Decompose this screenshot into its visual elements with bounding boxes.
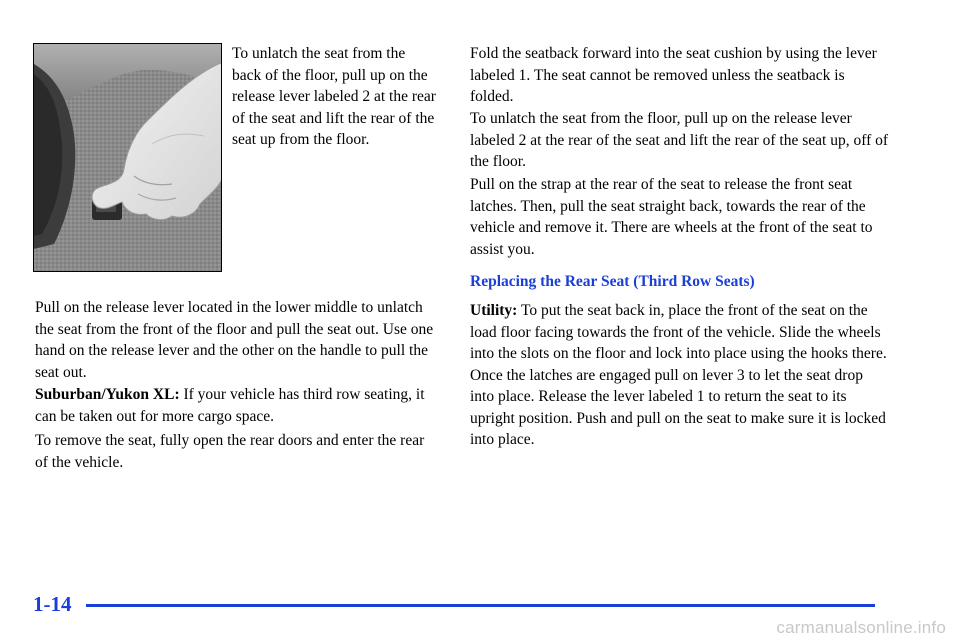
hand-on-lever-illustration bbox=[34, 44, 222, 272]
right-paragraph-4 bbox=[470, 300, 890, 451]
right-paragraph-2: To unlatch the seat from the floor, pull up on the release lever labeled 2 at the rear of the seat and lift the rear of the seat up, off of the floor. bbox=[470, 110, 889, 170]
left-paragraph-3: To remove the seat, fully open the rear doors and enter the rear of the vehicle. bbox=[35, 432, 425, 471]
right-paragraph-1: Fold the seatback forward into the seat cushion by using the lever labeled 1. The seat cannot be removed unless the seatback is folded. bbox=[470, 45, 877, 105]
footer-rule bbox=[86, 604, 875, 607]
utility-lead-label: Utility: bbox=[470, 302, 518, 319]
page-number: 1-14 bbox=[33, 592, 72, 616]
section-heading: Replacing the Rear Seat (Third Row Seats) bbox=[470, 273, 755, 290]
utility-text: To put the seat back in, place the front of the seat on the load floor facing towards the front of the vehicle. Slide the wheels into the slots on the floor and lock into place using the hooks there. Once the latches are engaged pull on lever 3 to let the seat drop into place. Release the lever labeled 1 to return the seat to its upright position. Push and pull on the seat to make sure it is locked into place. bbox=[470, 302, 887, 448]
seat-release-photo bbox=[33, 43, 222, 272]
left-paragraph-2 bbox=[35, 384, 440, 427]
suburban-lead-label: Suburban/Yukon XL: bbox=[35, 386, 180, 403]
photo-caption: To unlatch the seat from the back of the floor, pull up on the release lever labeled 2 at the rear of the seat and lift the rear of the seat up from the floor. bbox=[232, 45, 436, 148]
watermark: carmanualsonline.info bbox=[776, 618, 946, 637]
suburban-text: If your vehicle has third row seating, it can be taken out for more cargo space. bbox=[35, 386, 425, 425]
left-paragraph-1: Pull on the release lever located in the lower middle to unlatch the seat from the front of the floor and pull the seat out. Use one hand on the release lever and the other on the handle to pull the seat out. bbox=[35, 299, 434, 381]
right-paragraph-3: Pull on the strap at the rear of the seat to release the front seat latches. Then, pull the seat straight back, towards the rear of the vehicle and remove it. There are wheels at the front of the seat to assist you. bbox=[470, 176, 873, 258]
